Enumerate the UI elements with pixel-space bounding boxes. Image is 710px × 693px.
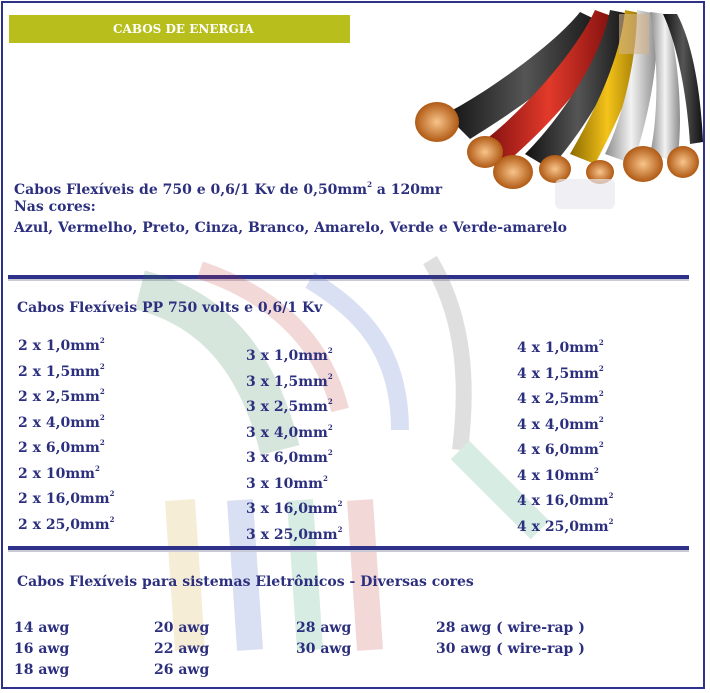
energy-cables-spec-line: Cabos Flexíveis de 750 e 0,6/1 Kv de $0,50mm^2$ a 120mr [14, 180, 443, 198]
awg-item: 26 awg [154, 662, 210, 678]
awg-column-2 [154, 618, 209, 681]
colors-label: Nas cores: [14, 199, 96, 215]
cable-size-item: 2 x $2,5mm^2$ [18, 387, 105, 405]
cable-size-item: 2 x $10mm^2$ [18, 463, 100, 482]
awg-item: 20 awg [154, 620, 210, 636]
cable-size-item: 4 x $10mm^2$ [517, 465, 599, 484]
section-divider [8, 546, 689, 550]
awg-item: 30 awg [296, 641, 352, 657]
cable-size-item: 4 x $25,0mm^2$ [517, 516, 614, 535]
cable-size-item: 3 x $4,0mm^2$ [246, 422, 333, 441]
awg-item: 28 awg ( wire-rap ) [436, 620, 585, 636]
cable-size-item: 4 x $1,0mm^2$ [517, 338, 604, 356]
pp-4-conductor-column [517, 333, 613, 537]
awg-item: 14 awg [14, 620, 70, 636]
cable-size-item: 3 x $1,5mm^2$ [246, 371, 333, 390]
awg-column-1 [14, 618, 69, 681]
cable-size-item: 3 x $6,0mm^2$ [246, 448, 333, 466]
electronic-cables-title: Cabos Flexíveis para sistemas Eletrônicos - Diversas cores [17, 574, 474, 590]
cable-size-item: 2 x $16,0mm^2$ [18, 489, 115, 507]
cable-size-item: 2 x $6,0mm^2$ [18, 438, 105, 456]
cable-size-item: 3 x $10mm^2$ [246, 473, 328, 492]
awg-item: 28 awg [296, 620, 352, 636]
colors-list: Azul, Vermelho, Preto, Cinza, Branco, Amarelo, Verde e Verde-amarelo [14, 220, 567, 236]
cable-size-item: 4 x $1,5mm^2$ [517, 363, 604, 382]
section-banner: CABOS DE ENERGIA [9, 15, 350, 43]
awg-item: 18 awg [14, 662, 70, 678]
cable-size-item: 4 x $2,5mm^2$ [517, 389, 604, 407]
cable-size-item: 2 x $1,0mm^2$ [18, 336, 105, 354]
cable-size-item: 2 x $1,5mm^2$ [18, 361, 105, 380]
pp-3-conductor-column [246, 341, 342, 545]
awg-item: 22 awg [154, 641, 210, 657]
cable-size-item: 2 x $25,0mm^2$ [18, 514, 115, 533]
cable-size-item: 3 x $2,5mm^2$ [246, 397, 333, 415]
cable-size-item: 3 x $16,0mm^2$ [246, 499, 343, 517]
cable-size-item: 4 x $4,0mm^2$ [517, 414, 604, 433]
pp-2-conductor-column [18, 331, 114, 535]
awg-item: 30 awg ( wire-rap ) [436, 641, 585, 657]
cable-size-item: 3 x $25,0mm^2$ [246, 524, 343, 543]
awg-item: 16 awg [14, 641, 70, 657]
power-cable-bundle-image [405, 4, 705, 224]
awg-column-4 [436, 618, 585, 660]
pp-cables-title: Cabos Flexíveis PP 750 volts e 0,6/1 Kv [17, 300, 323, 316]
cable-size-item: 4 x $6,0mm^2$ [517, 440, 604, 458]
cable-size-item: 2 x $4,0mm^2$ [18, 412, 105, 431]
awg-column-3 [296, 618, 351, 660]
cable-size-item: 4 x $16,0mm^2$ [517, 491, 614, 509]
cable-size-item: 3 x $1,0mm^2$ [246, 346, 333, 364]
